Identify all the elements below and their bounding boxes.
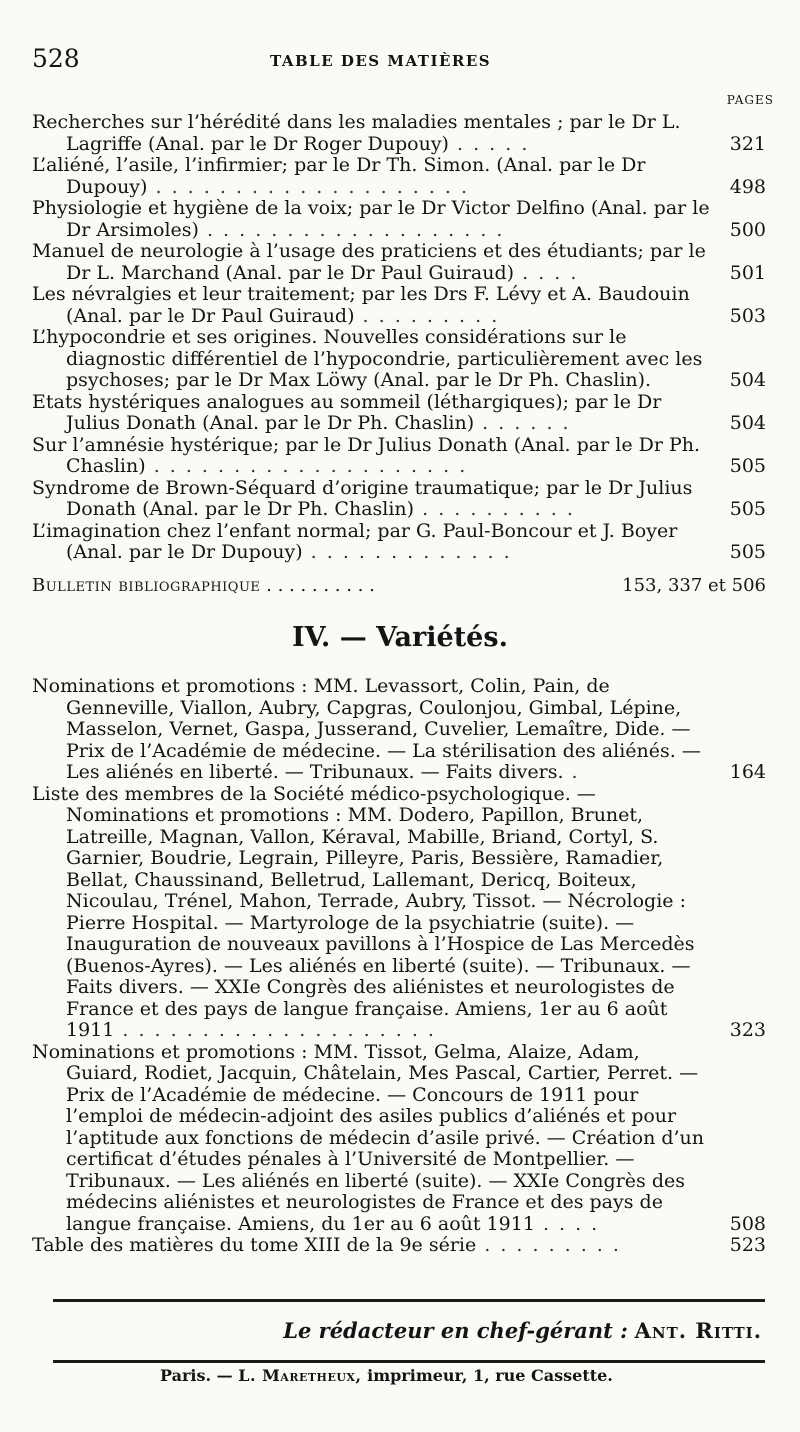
toc-entry: Syndrome de Brown-Séquard d’origine traumatique; par le Dr Julius Donath (Anal. par le Dr Ph. Chaslin) . . . . . . . . . . 505 — [32, 476, 766, 520]
entry-page: 501 — [729, 261, 766, 284]
entry-page: 500 — [729, 218, 766, 241]
signature-editor: Ant. Ritti. — [634, 1318, 762, 1343]
toc-entry: Etats hystériques analogues au sommeil (léthargiques); par le Dr Julius Donath (Anal. par le Dr Ph. Chaslin) . . . . . . 504 — [32, 390, 766, 434]
toc-entry: Sur l’amnésie hystérique; par le Dr Julius Donath (Anal. par le Dr Ph. Chaslin) . . . . . . . . . . . . . . . . . . . . 505 — [32, 433, 766, 477]
toc-entry: L’imagination chez l’enfant normal; par G. Paul-Boncour et J. Boyer (Anal. par le Dr Dupouy) . . . . . . . . . . . . . 505 — [32, 519, 766, 563]
toc-entry: Recherches sur l’hérédité dans les maladies mentales ; par le Dr L. Lagriffe (Anal. par le Dr Roger Dupouy) . . . . . 321 — [32, 111, 766, 155]
entry-text: Sur l’amnésie hystérique; par le Dr Julius Donath (Anal. par le Dr Ph. Chaslin) — [32, 433, 701, 477]
entry-text: Physiologie et hygiène de la voix; par le Dr Victor Delfino (Anal. par le Dr Arsimoles) — [32, 197, 710, 241]
entry-text: Etats hystériques analogues au sommeil (léthargiques); par le Dr Julius Donath (Anal. par le Dr Ph. Chaslin) — [32, 390, 662, 434]
toc-entry: Manuel de neurologie à l’usage des praticiens et des étudiants; par le Dr L. Marchand (Anal. par le Dr Paul Guiraud) . . . . 501 — [32, 240, 766, 284]
entry-page: 504 — [729, 369, 766, 391]
page-header — [32, 44, 780, 74]
running-head: TABLE DES MATIÈRES — [270, 52, 492, 70]
entry-page: 323 — [729, 1019, 766, 1041]
entry-text: L’hypocondrie et ses origines. Nouvelles considérations sur le diagnostic différentiel de l’hypocondrie, particulièrement avec les psychoses; par le Dr Max Löwy (Anal. par le Dr Ph. Chaslin). — [32, 326, 703, 391]
entry-page: 503 — [729, 304, 766, 327]
entry-page: 505 — [729, 455, 766, 477]
bulletin-entry: Bulletin bibliographique . . . . . . . . . . 153, 337 et 506 — [32, 575, 766, 596]
bulletin-label: Bulletin bibliographique — [32, 575, 261, 596]
top-rule — [53, 1299, 765, 1302]
imprint-city: Paris. — — [160, 1366, 233, 1385]
printer-imprint — [160, 1366, 613, 1385]
toc-entry — [32, 327, 766, 392]
entry-text: Liste des membres de la Société médico-psychologique. — Nominations et promotions : MM. Dodero, Papillon, Brunet, Latreille, Magnan, Vallon, Kéraval, Mabille, Briand, Cortyl, S. Garnier, Boudrie, Legrain, Pilleyre, Paris, Bessière, Ramadier, Bellat, Chaussinand, Belletrud, Lallemant, Dericq, Boiteux, Nicoulau, Trénel, Mahon, Terrade, Aubry, Tissot. — Nécrologie : Pierre Hospital. — Martyrologe de la psychiatrie (suite). — Inauguration de nouveaux pavillons à l’Hospice de Las Mercedès (Buenos-Ayres). — Les aliénés en liberté (suite). — Tribunaux. — Faits divers. — XXIe Congrès des aliénistes et neurologistes de France et des pays de langue française. Amiens, 1er au 6 août 1911 — [32, 782, 695, 1041]
entry-text: Syndrome de Brown-Séquard d’origine traumatique; par le Dr Julius Donath (Anal. par le Dr Ph. Chaslin) — [32, 476, 693, 520]
entry-text: Les névralgies et leur traitement; par les Drs F. Lévy et A. Baudouin (Anal. par le Dr Paul Guiraud) — [32, 283, 690, 327]
entry-page: 505 — [729, 498, 766, 520]
entry-text: Nominations et promotions : MM. Tissot, Gelma, Alaize, Adam, Guiard, Rodiet, Jacquin, Châtelain, Mes Pascal, Cartier, Perret. — Prix de l’Académie de médecine. — Concours de 1911 pour l’emploi de médecin-adjoint des asiles publics d’aliénés et pour l’aptitude aux fonctions de médecin d’asile privé. — Création d’un certificat d’études pénales à l’Université de Montpellier. — Tribunaux. — Les aliénés en liberté (suite). — XXIe Congrès des médecins aliénistes et neurologistes de France et des pays de langue française. Amiens, du 1er au 6 août 1911 — [32, 1040, 705, 1235]
entry-text: L’imagination chez l’enfant normal; par G. Paul-Boncour et J. Boyer (Anal. par le Dr Dupouy) — [32, 519, 678, 563]
entry-page: 508 — [729, 1212, 766, 1235]
entry-text: Manuel de neurologie à l’usage des praticiens et des étudiants; par le Dr L. Marchand (Anal. par le Dr Paul Guiraud) — [32, 240, 706, 284]
entry-page: 498 — [729, 175, 766, 198]
imprint-publisher: L. Maretheux, — [238, 1366, 362, 1385]
entry-page: 523 — [729, 1234, 766, 1256]
entry-page: 164 — [729, 761, 766, 783]
bulletin-pages: 153, 337 et 506 — [622, 575, 766, 596]
entry-page: 505 — [729, 541, 766, 563]
analyses-list — [32, 112, 766, 564]
page-number: 528 — [32, 44, 80, 73]
toc-entry: Physiologie et hygiène de la voix; par le Dr Victor Delfino (Anal. par le Dr Arsimoles) . . . . . . . . . . . . . . . . . . . 500 — [32, 197, 766, 241]
toc-entry: L’aliéné, l’asile, l’infirmier; par le Dr Th. Simon. (Anal. par le Dr Dupouy) . . . . . . . . . . . . . . . . . . . . 498 — [32, 154, 766, 198]
entry-page: 504 — [729, 412, 766, 434]
section-heading: IV. — Variétés. — [292, 622, 508, 653]
editor-signature — [283, 1318, 762, 1343]
entry-text: Recherches sur l’hérédité dans les maladies mentales ; par le Dr L. Lagriffe (Anal. par le Dr Roger Dupouy) — [32, 111, 681, 155]
varietes-list — [32, 676, 766, 1257]
imprint-address: imprimeur, 1, rue Cassette. — [367, 1366, 613, 1385]
pages-column-label: PAGES — [726, 93, 774, 107]
toc-entry: Table des matières du tome XIII de la 9e série . . . . . . . . . 523 — [32, 1234, 766, 1256]
toc-entry: Les névralgies et leur traitement; par les Drs F. Lévy et A. Baudouin (Anal. par le Dr Paul Guiraud) . . . . . . . . . 503 — [32, 283, 766, 327]
entry-text: Nominations et promotions : MM. Levassort, Colin, Pain, de Genneville, Viallon, Aubry, Capgras, Coulonjou, Gimbal, Lépine, Masselon, Vernet, Gaspa, Jusserand, Cuvelier, Lemaître, Dide. — Prix de l’Académie de médecine. — La stérilisation des aliénés. — Les aliénés en liberté. — Tribunaux. — Faits divers. — [32, 675, 701, 783]
bottom-rule — [53, 1360, 765, 1363]
toc-entry: Nominations et promotions : MM. Tissot, Gelma, Alaize, Adam, Guiard, Rodiet, Jacquin, Châtelain, Mes Pascal, Cartier, Perret. — Prix de l’Académie de médecine. — Concours de 1911 pour l’emploi de médecin-adjoint des asiles publics d’aliénés et pour l’aptitude aux fonctions de médecin d’asile privé. — Création d’un certificat d’études pénales à l’Université de Montpellier. — Tribunaux. — Les aliénés en liberté (suite). — XXIe Congrès des médecins aliénistes et neurologistes de France et des pays de langue française. Amiens, du 1er au 6 août 1911 . . . . 508 — [32, 1040, 766, 1235]
entry-text: L’aliéné, l’asile, l’infirmier; par le Dr Th. Simon. (Anal. par le Dr Dupouy) — [32, 154, 646, 198]
signature-role: Le rédacteur en chef-gérant : — [283, 1318, 628, 1343]
toc-entry: Liste des membres de la Société médico-psychologique. — Nominations et promotions : MM. Dodero, Papillon, Brunet, Latreille, Magnan, Vallon, Kéraval, Mabille, Briand, Cortyl, S. Garnier, Boudrie, Legrain, Pilleyre, Paris, Bessière, Ramadier, Bellat, Chaussinand, Belletrud, Lallemant, Dericq, Boiteux, Nicoulau, Trénel, Mahon, Terrade, Aubry, Tissot. — Nécrologie : Pierre Hospital. — Martyrologe de la psychiatrie (suite). — Inauguration de nouveaux pavillons à l’Hospice de Las Mercedès (Buenos-Ayres). — Les aliénés en liberté (suite). — Tribunaux. — Faits divers. — XXIe Congrès des aliénistes et neurologistes de France et des pays de langue française. Amiens, 1er au 6 août 1911 . . . . . . . . . . . . . . . . . . . . 323 — [32, 782, 766, 1041]
toc-entry: Nominations et promotions : MM. Levassort, Colin, Pain, de Genneville, Viallon, Aubry, Capgras, Coulonjou, Gimbal, Lépine, Masselon, Vernet, Gaspa, Jusserand, Cuvelier, Lemaître, Dide. — Prix de l’Académie de médecine. — La stérilisation des aliénés. — Les aliénés en liberté. — Tribunaux. — Faits divers. . 164 — [32, 675, 766, 783]
entry-page: 321 — [729, 132, 766, 155]
entry-text: Table des matières du tome XIII de la 9e série — [32, 1234, 477, 1256]
